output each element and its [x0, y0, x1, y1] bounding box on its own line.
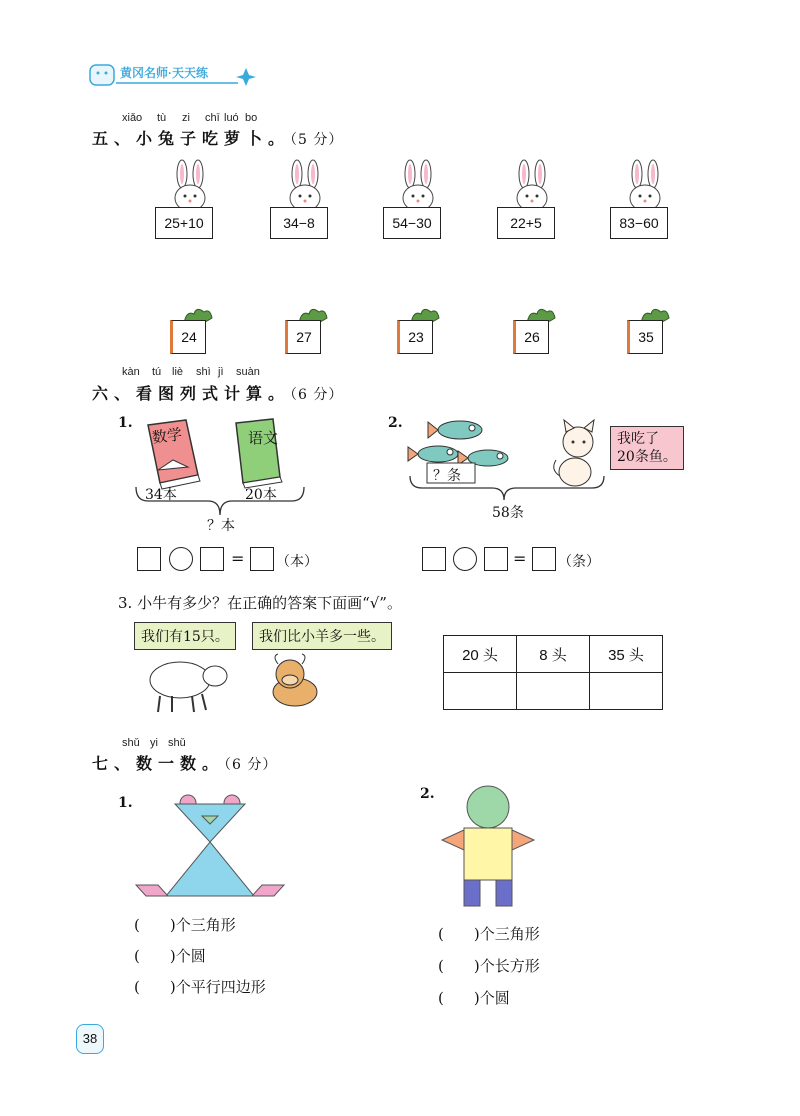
cow-speech-bubble: 我们比小羊多一些。	[252, 622, 392, 650]
cat-icon	[554, 420, 594, 486]
rabbit-icon	[388, 158, 448, 213]
count-20: 20本	[245, 487, 277, 503]
rectangle-shape	[496, 880, 512, 906]
option-35: 35 头	[590, 636, 663, 673]
parallelogram-shape	[252, 885, 284, 896]
unit-label: （本）	[276, 554, 318, 570]
answer-square[interactable]	[484, 547, 508, 571]
s7-q2-number: 2.	[420, 786, 435, 802]
rabbit-icon	[160, 158, 220, 213]
count-34: 34本	[145, 487, 177, 503]
triangle-shape	[442, 830, 464, 850]
page-number: 38	[76, 1024, 104, 1054]
rectangle-shape	[464, 828, 512, 880]
rectangle-shape	[464, 880, 480, 906]
sheep-speech-bubble: 我们有15只。	[134, 622, 236, 650]
fish-icon	[428, 421, 482, 439]
answer-circle[interactable]	[453, 547, 477, 571]
answer-line: ( )个圆	[134, 947, 206, 965]
carrot-number: 27	[285, 320, 321, 354]
answer-circle[interactable]	[169, 547, 193, 571]
check-cell-35[interactable]	[590, 673, 663, 710]
answer-square[interactable]	[137, 547, 161, 571]
unit-label: （条）	[558, 554, 600, 570]
question-books: ？本	[207, 518, 235, 534]
carrot-number: 26	[513, 320, 549, 354]
animals-illustration	[140, 650, 340, 720]
carrot-number: 35	[627, 320, 663, 354]
carrot-number: 24	[170, 320, 206, 354]
brand-text: 黄冈名师·天天练	[120, 66, 208, 80]
parallelogram-shape	[136, 885, 168, 896]
answer-line: ( )个平行四边形	[134, 978, 266, 996]
rabbit-expression: 22+5	[497, 207, 555, 239]
answer-line: ( )个三角形	[134, 916, 236, 934]
rabbit-expression: 25+10	[155, 207, 213, 239]
triangle-shape	[512, 830, 534, 850]
s7-q1-number: 1.	[118, 795, 133, 811]
chinese-book-label: 语文	[248, 429, 279, 447]
equals-sign: =	[513, 549, 527, 568]
rabbit-icon	[502, 158, 562, 213]
answer-square[interactable]	[422, 547, 446, 571]
fish-total: 58条	[492, 505, 524, 521]
shape-picture-2	[438, 784, 558, 909]
circle-shape	[467, 786, 509, 828]
rabbit-expression: 54−30	[383, 207, 441, 239]
rabbit-expression: 34−8	[270, 207, 328, 239]
check-cell-8[interactable]	[517, 673, 590, 710]
triangle-shape	[166, 842, 254, 896]
s7-q2-answers	[438, 918, 540, 1014]
q3-question: 3. 小牛有多少？在正确的答案下面画“√”。	[118, 594, 402, 612]
section7-title: 七、数一数。（6 分）	[92, 754, 278, 773]
fish-icon	[408, 446, 458, 462]
rabbit-icon	[275, 158, 335, 213]
answer-table	[443, 635, 663, 710]
answer-line: ( )个圆	[438, 989, 510, 1007]
s7-q1-answers	[134, 910, 266, 1003]
answer-square[interactable]	[250, 547, 274, 571]
header-logo	[88, 62, 263, 88]
section6-title: 六、看图列式计算。（6 分）	[92, 384, 344, 403]
rabbit-expression: 83−60	[610, 207, 668, 239]
answer-line: ( )个三角形	[438, 925, 540, 943]
carrot-number: 23	[397, 320, 433, 354]
q1-number: 1.	[118, 415, 133, 431]
answer-square[interactable]	[532, 547, 556, 571]
q2-number: 2.	[388, 415, 403, 431]
rabbit-icon	[615, 158, 675, 213]
cow-icon	[273, 654, 317, 706]
equals-sign: =	[231, 549, 245, 568]
option-20: 20 头	[444, 636, 517, 673]
answer-line: ( )个长方形	[438, 957, 540, 975]
fish-question-label: ？条	[433, 467, 461, 483]
check-cell-20[interactable]	[444, 673, 517, 710]
answer-square[interactable]	[200, 547, 224, 571]
math-book-label: 数学	[150, 424, 184, 447]
sheep-icon	[150, 662, 227, 712]
cat-speech-bubble: 我吃了 20条鱼。	[610, 426, 684, 470]
option-8: 8 头	[517, 636, 590, 673]
section5-title: 五、小兔子吃萝卜。（5 分）	[92, 129, 344, 148]
shape-picture-1	[130, 790, 300, 905]
